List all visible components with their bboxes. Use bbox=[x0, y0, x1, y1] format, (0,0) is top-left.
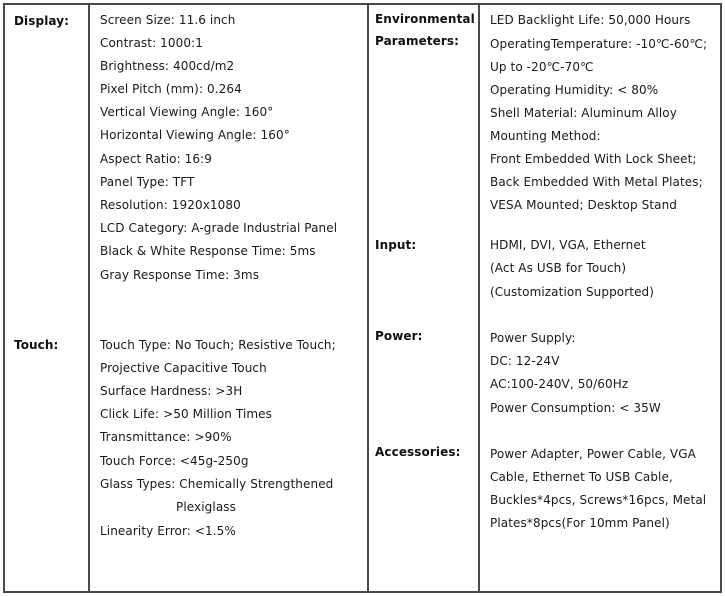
input-spec-line: (Act As USB for Touch) bbox=[490, 261, 627, 275]
accessories-spec-line: Cable, Ethernet To USB Cable, bbox=[490, 470, 673, 484]
display-spec-line: Pixel Pitch (mm): 0.264 bbox=[100, 82, 242, 96]
table-bottom-border bbox=[3, 591, 722, 593]
table-top-border bbox=[3, 3, 722, 5]
environmental-spec-line: LED Backlight Life: 50,000 Hours bbox=[490, 13, 691, 27]
environmental-spec-line: Shell Material: Aluminum Alloy bbox=[490, 106, 677, 120]
touch-spec-line: Glass Types: Chemically Strengthened bbox=[100, 477, 334, 491]
power-label: Power: bbox=[375, 329, 423, 343]
environmental-spec-line: Front Embedded With Lock Sheet; bbox=[490, 152, 697, 166]
display-spec-line: Horizontal Viewing Angle: 160° bbox=[100, 128, 290, 142]
environmental-spec-line: Operating Humidity: < 80% bbox=[490, 83, 659, 97]
power-spec-line: Power Consumption: < 35W bbox=[490, 401, 661, 415]
environmental-spec-line: Mounting Method: bbox=[490, 129, 601, 143]
touch-spec-line: Projective Capacitive Touch bbox=[100, 361, 267, 375]
environmental-label-line: Parameters: bbox=[375, 34, 460, 48]
power-spec-line: AC:100-240V, 50/60Hz bbox=[490, 377, 629, 391]
accessories-spec-line: Power Adapter, Power Cable, VGA bbox=[490, 447, 696, 461]
touch-spec-line: Plexiglass bbox=[176, 500, 236, 514]
display-spec-line: Brightness: 400cd/m2 bbox=[100, 59, 235, 73]
environmental-label-line: Environmental bbox=[375, 12, 475, 26]
environmental-spec-line: Up to -20℃-70℃ bbox=[490, 60, 594, 74]
environmental-parameters-label bbox=[375, 8, 475, 52]
display-spec-line: Resolution: 1920x1080 bbox=[100, 198, 241, 212]
touch-spec-line: Touch Force: <45g-250g bbox=[100, 454, 249, 468]
column-divider bbox=[88, 3, 90, 593]
environmental-spec-line: Back Embedded With Metal Plates; bbox=[490, 175, 703, 189]
touch-spec-line: Surface Hardness: >3H bbox=[100, 384, 243, 398]
display-spec-line: Vertical Viewing Angle: 160° bbox=[100, 105, 274, 119]
touch-label: Touch: bbox=[14, 338, 59, 352]
input-label: Input: bbox=[375, 238, 417, 252]
display-label: Display: bbox=[14, 14, 70, 28]
column-divider bbox=[367, 3, 369, 593]
accessories-spec-line: Buckles*4pcs, Screws*16pcs, Metal bbox=[490, 493, 707, 507]
display-spec-line: LCD Category: A-grade Industrial Panel bbox=[100, 221, 338, 235]
column-divider bbox=[478, 3, 480, 593]
table-right-border bbox=[720, 3, 722, 593]
power-spec-line: Power Supply: bbox=[490, 331, 576, 345]
touch-spec-line: Transmittance: >90% bbox=[100, 430, 232, 444]
display-spec-line: Panel Type: TFT bbox=[100, 175, 195, 189]
environmental-spec-line: OperatingTemperature: -10℃-60℃; bbox=[490, 37, 708, 51]
environmental-spec-line: VESA Mounted; Desktop Stand bbox=[490, 198, 678, 212]
accessories-spec-line: Plates*8pcs(For 10mm Panel) bbox=[490, 516, 670, 530]
touch-spec-line: Touch Type: No Touch; Resistive Touch; bbox=[100, 338, 336, 352]
table-left-border bbox=[3, 3, 5, 593]
display-spec-line: Gray Response Time: 3ms bbox=[100, 268, 260, 282]
display-spec-line: Black & White Response Time: 5ms bbox=[100, 244, 316, 258]
touch-spec-line: Linearity Error: <1.5% bbox=[100, 524, 236, 538]
accessories-label: Accessories: bbox=[375, 445, 461, 459]
display-spec-line: Contrast: 1000:1 bbox=[100, 36, 203, 50]
display-spec-line: Aspect Ratio: 16:9 bbox=[100, 152, 212, 166]
input-spec-line: (Customization Supported) bbox=[490, 285, 655, 299]
power-spec-line: DC: 12-24V bbox=[490, 354, 560, 368]
input-spec-line: HDMI, DVI, VGA, Ethernet bbox=[490, 238, 646, 252]
touch-spec-line: Click Life: >50 Million Times bbox=[100, 407, 273, 421]
display-spec-line: Screen Size: 11.6 inch bbox=[100, 13, 236, 27]
